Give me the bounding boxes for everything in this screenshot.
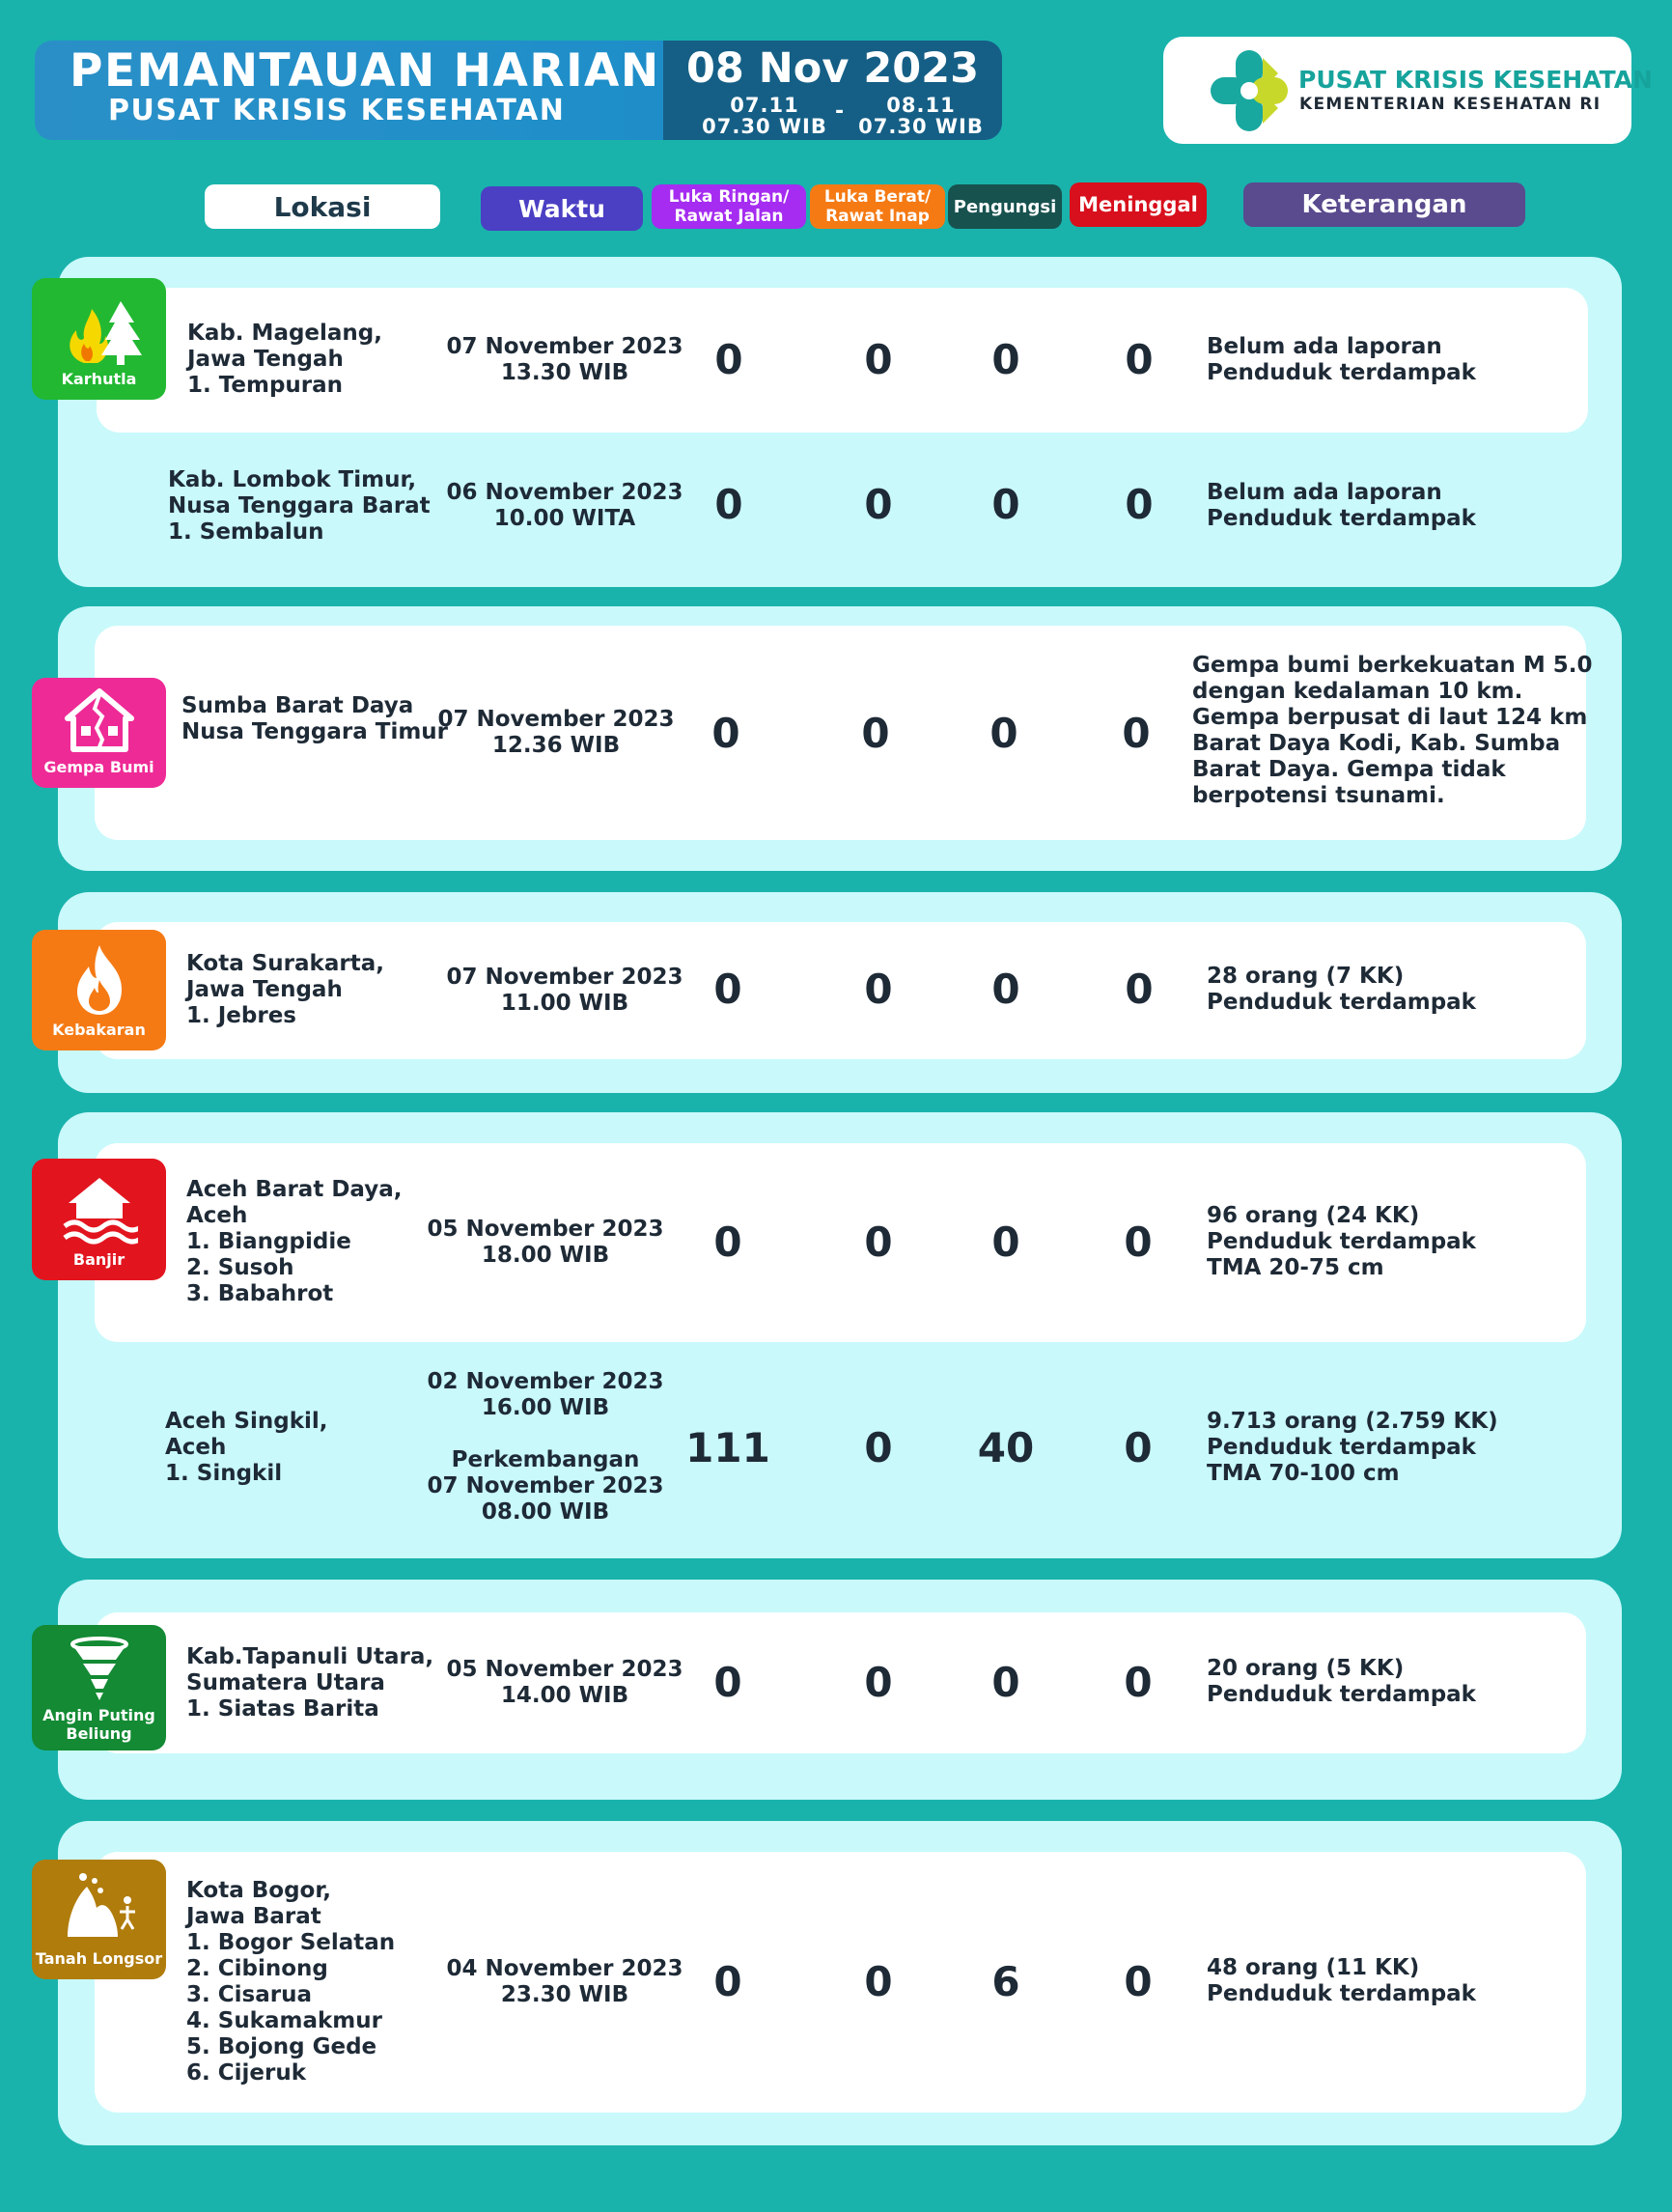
- value-meninggal: 0: [1125, 336, 1154, 383]
- value-pengungsi: 0: [991, 481, 1020, 528]
- row-keterangan: 96 orang (24 KK) Penduduk terdampak TMA 20-75 cm: [1207, 1203, 1476, 1280]
- row-lokasi: Kab.Tapanuli Utara, Sumatera Utara 1. Siatas Barita: [186, 1644, 434, 1722]
- row-keterangan: 28 orang (7 KK) Penduduk terdampak: [1207, 964, 1476, 1015]
- row-waktu: 04 November 2023 23.30 WIB: [446, 1956, 683, 2007]
- row-lokasi: Aceh Singkil, Aceh 1. Singkil: [165, 1409, 328, 1486]
- row-lokasi: Aceh Barat Daya, Aceh 1. Biangpidie 2. Susoh 3. Babahrot: [186, 1177, 403, 1306]
- value-luka-ringan: 0: [713, 1218, 742, 1266]
- row-keterangan: 48 orang (11 KK) Penduduk terdampak: [1207, 1955, 1476, 2006]
- value-meninggal: 0: [1122, 710, 1151, 757]
- row-waktu: 06 November 2023 10.00 WITA: [446, 480, 683, 531]
- value-luka-ringan: 0: [711, 710, 740, 757]
- row-keterangan: Belum ada laporan Penduduk terdampak: [1207, 480, 1476, 531]
- badge-label: Angin Puting Beliung: [42, 1706, 155, 1743]
- row-waktu: 07 November 2023 12.36 WIB: [437, 707, 675, 758]
- row-keterangan: 9.713 orang (2.759 KK) Penduduk terdampak TMA 70-100 cm: [1207, 1409, 1498, 1486]
- column-luka-ringan: [652, 184, 806, 229]
- range-from-time: 07.30 WIB: [702, 115, 827, 138]
- row-waktu: 05 November 2023 18.00 WIB: [427, 1217, 664, 1268]
- row-lokasi: Kota Surakarta, Jawa Tengah 1. Jebres: [186, 951, 384, 1028]
- column-waktu: Waktu: [481, 186, 643, 231]
- landslide-icon: [58, 1869, 141, 1945]
- range-to-time: 07.30 WIB: [858, 115, 984, 138]
- value-luka-ringan: 0: [714, 481, 743, 528]
- column-luka-ringan-line1: Luka Ringan/: [668, 187, 790, 207]
- value-luka-berat: 0: [861, 710, 890, 757]
- column-meninggal: Meninggal: [1070, 182, 1207, 227]
- fire-tree-icon: [53, 295, 146, 373]
- logo-name: PUSAT KRISIS KESEHATAN: [1298, 66, 1653, 94]
- range-from: [687, 94, 845, 138]
- column-luka-berat: [810, 184, 945, 229]
- value-luka-ringan: 0: [713, 1659, 742, 1706]
- logo-subtitle: KEMENTERIAN KESEHATAN RI: [1299, 95, 1602, 114]
- range-to-date: 08.11: [886, 94, 956, 117]
- value-luka-berat: 0: [864, 1424, 893, 1471]
- value-luka-berat: 0: [864, 1659, 893, 1706]
- health-cross-logo-icon: [1207, 46, 1292, 135]
- range-from-date: 07.11: [730, 94, 799, 117]
- value-pengungsi: 0: [991, 966, 1020, 1013]
- badge-kebakaran: [32, 930, 166, 1050]
- badge-label: Kebakaran: [52, 1021, 146, 1039]
- row-waktu: 07 November 2023 11.00 WIB: [446, 965, 683, 1016]
- badge-banjir: [32, 1159, 166, 1280]
- row-waktu: 07 November 2023 13.30 WIB: [446, 334, 683, 385]
- row-lokasi: Kota Bogor, Jawa Barat 1. Bogor Selatan 2. Cibinong 3. Cisarua 4. Sukamakmur 5. Bojong Gede 6. Cijeruk: [186, 1878, 396, 2086]
- value-luka-ringan: 0: [714, 336, 743, 383]
- page-title: PEMANTAUAN HARIAN: [70, 44, 660, 98]
- value-pengungsi: 0: [991, 1218, 1020, 1266]
- column-keterangan: Keterangan: [1243, 182, 1525, 227]
- flooded-house-icon: [61, 1172, 138, 1247]
- row-keterangan: Gempa bumi berkekuatan M 5.0 dengan kedalaman 10 km. Gempa berpusat di laut 124 km Barat Daya Kodi, Kab. Sumba Barat Daya. Gempa tidak berpotensi tsunami.: [1192, 653, 1593, 808]
- value-meninggal: 0: [1124, 1659, 1153, 1706]
- value-luka-berat: 0: [864, 336, 893, 383]
- row-lokasi: Kab. Magelang, Jawa Tengah 1. Tempuran: [187, 321, 383, 398]
- value-luka-berat: 0: [864, 1218, 893, 1266]
- range-to: [844, 95, 998, 137]
- value-pengungsi: 40: [977, 1424, 1035, 1471]
- badge-label: Banjir: [72, 1250, 125, 1269]
- value-luka-berat: 0: [864, 481, 893, 528]
- value-pengungsi: 0: [991, 336, 1020, 383]
- value-meninggal: 0: [1125, 966, 1154, 1013]
- badge-label: Karhutla: [61, 370, 137, 388]
- row-keterangan: 20 orang (5 KK) Penduduk terdampak: [1207, 1656, 1476, 1707]
- badge-angin: [32, 1625, 166, 1750]
- range-separator: -: [835, 99, 845, 124]
- badge-longsor: [32, 1860, 166, 1979]
- value-meninggal: 0: [1124, 1424, 1153, 1471]
- flame-icon: [68, 941, 131, 1019]
- value-meninggal: 0: [1125, 481, 1154, 528]
- badge-gempa: [32, 678, 166, 788]
- value-luka-ringan: 111: [685, 1424, 770, 1471]
- row-keterangan: Belum ada laporan Penduduk terdampak: [1207, 334, 1476, 385]
- tornado-icon: [68, 1635, 131, 1704]
- column-lokasi: Lokasi: [205, 184, 440, 229]
- row-lokasi: Kab. Lombok Timur, Nusa Tenggara Barat 1. Sembalun: [168, 467, 431, 545]
- value-pengungsi: 6: [991, 1958, 1020, 2005]
- page-subtitle: PUSAT KRISIS KESEHATAN: [108, 94, 566, 127]
- report-date: 08 Nov 2023: [685, 44, 979, 93]
- cracked-house-icon: [62, 686, 137, 755]
- value-luka-berat: 0: [864, 1958, 893, 2005]
- value-luka-berat: 0: [864, 966, 893, 1013]
- badge-label: Gempa Bumi: [43, 758, 154, 776]
- row-waktu: 05 November 2023 14.00 WIB: [446, 1657, 683, 1708]
- value-luka-ringan: 0: [713, 1958, 742, 2005]
- row-waktu: 02 November 2023 16.00 WIB Perkembangan 07 November 2023 08.00 WIB: [427, 1369, 664, 1525]
- badge-label: Tanah Longsor: [35, 1949, 163, 1968]
- value-meninggal: 0: [1124, 1218, 1153, 1266]
- column-luka-ringan-line2: Rawat Jalan: [674, 207, 784, 226]
- column-luka-berat-line2: Rawat Inap: [825, 207, 930, 226]
- value-pengungsi: 0: [989, 710, 1018, 757]
- column-pengungsi: Pengungsi: [948, 184, 1062, 229]
- badge-karhutla: [32, 278, 166, 400]
- value-pengungsi: 0: [991, 1659, 1020, 1706]
- value-meninggal: 0: [1124, 1958, 1153, 2005]
- value-luka-ringan: 0: [713, 966, 742, 1013]
- column-luka-berat-line1: Luka Berat/: [823, 187, 932, 207]
- row-lokasi: Sumba Barat Daya Nusa Tenggara Timur: [181, 693, 449, 744]
